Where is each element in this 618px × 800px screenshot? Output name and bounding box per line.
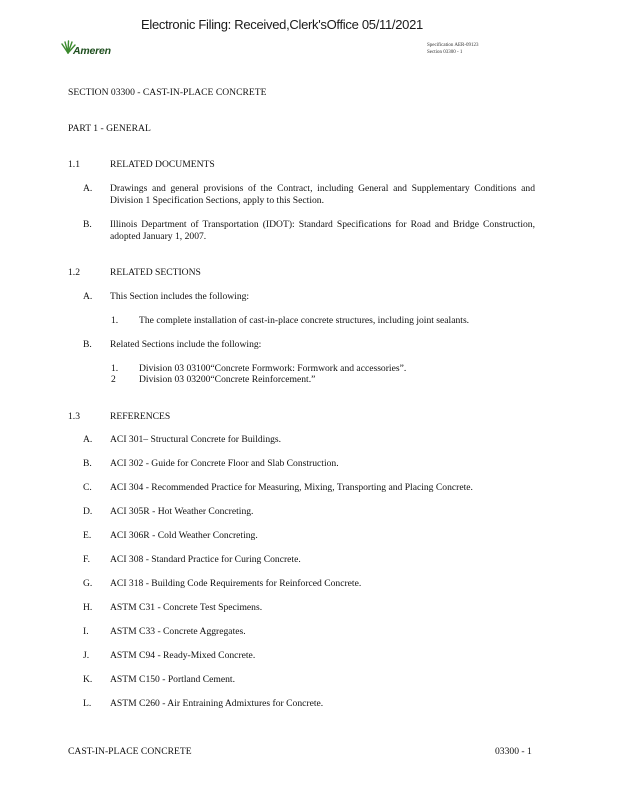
spec-line-2: Section 03300 - 1 — [427, 50, 463, 55]
item-text: This Section includes the following: — [110, 291, 250, 302]
reference-letter: K. — [83, 674, 93, 685]
article-number-1-3: 1.3 — [68, 411, 80, 422]
reference-letter: C. — [83, 482, 92, 493]
footer-page-number: 03300 - 1 — [495, 746, 532, 757]
reference-letter: G. — [83, 578, 93, 589]
article-title-related-documents: RELATED DOCUMENTS — [110, 159, 215, 170]
item-letter: A. — [83, 291, 93, 302]
item-text: Drawings and general provisions of the Contract, including General and Supplementary Conditions and Division 1 Specification Sections, apply to this Section. — [110, 183, 535, 206]
item-letter: A. — [83, 183, 93, 194]
reference-text: ASTM C31 - Concrete Test Specimens. — [110, 602, 263, 613]
reference-letter: H. — [83, 602, 93, 613]
part-title: PART 1 - GENERAL — [68, 123, 151, 134]
reference-letter: B. — [83, 458, 92, 469]
reference-text: ASTM C94 - Ready-Mixed Concrete. — [110, 650, 256, 661]
reference-letter: I. — [83, 626, 89, 637]
reference-text: ASTM C150 - Portland Cement. — [110, 674, 235, 685]
reference-letter: F. — [83, 554, 90, 565]
reference-text: ASTM C260 - Air Entraining Admixtures for Concrete. — [110, 698, 324, 709]
filing-stamp: Electronic Filing: Received,Clerk'sOffice 05/11/2021 — [141, 17, 423, 32]
item-text: Related Sections include the following: — [110, 339, 262, 350]
reference-letter: L. — [83, 698, 92, 709]
reference-letter: A. — [83, 434, 93, 445]
footer-section-name: CAST-IN-PLACE CONCRETE — [68, 746, 192, 757]
reference-text: ACI 308 - Standard Practice for Curing Concrete. — [110, 554, 301, 565]
reference-text: ACI 301– Structural Concrete for Buildings. — [110, 434, 282, 445]
subitem-number: 1. — [111, 363, 119, 374]
subitem-text: Division 03 03200“Concrete Reinforcement.” — [139, 374, 316, 385]
logo-wordmark: Ameren — [73, 45, 111, 57]
spec-reference — [427, 42, 479, 56]
section-title: SECTION 03300 - CAST-IN-PLACE CONCRETE — [68, 87, 267, 98]
reference-letter: E. — [83, 530, 92, 541]
item-letter: B. — [83, 219, 92, 230]
ameren-logo — [60, 40, 120, 62]
article-title-related-sections: RELATED SECTIONS — [110, 267, 201, 278]
subitem-number: 1. — [111, 315, 119, 326]
subitem-text: The complete installation of cast-in-place concrete structures, including joint sealants. — [139, 315, 470, 326]
reference-text: ACI 304 - Recommended Practice for Measuring, Mixing, Transporting and Placing Concrete. — [110, 482, 473, 493]
item-text: Illinois Department of Transportation (IDOT): Standard Specifications for Road and Bridge Construction, adopted January 1, 2007. — [110, 219, 535, 242]
reference-text: ACI 302 - Guide for Concrete Floor and Slab Construction. — [110, 458, 339, 469]
article-number-1-2: 1.2 — [68, 267, 80, 278]
reference-letter: J. — [83, 650, 90, 661]
reference-text: ACI 306R - Cold Weather Concreting. — [110, 530, 258, 541]
article-number-1-1: 1.1 — [68, 159, 80, 170]
item-letter: B. — [83, 339, 92, 350]
spec-line-1: Specification AER-09123 — [427, 43, 479, 48]
reference-letter: D. — [83, 506, 93, 517]
reference-text: ACI 318 - Building Code Requirements for Reinforced Concrete. — [110, 578, 362, 589]
subitem-number: 2 — [111, 374, 116, 385]
subitem-text: Division 03 03100“Concrete Formwork: Formwork and accessories”. — [139, 363, 407, 374]
reference-text: ASTM C33 - Concrete Aggregates. — [110, 626, 246, 637]
reference-text: ACI 305R - Hot Weather Concreting. — [110, 506, 254, 517]
article-title-references: REFERENCES — [110, 411, 171, 422]
